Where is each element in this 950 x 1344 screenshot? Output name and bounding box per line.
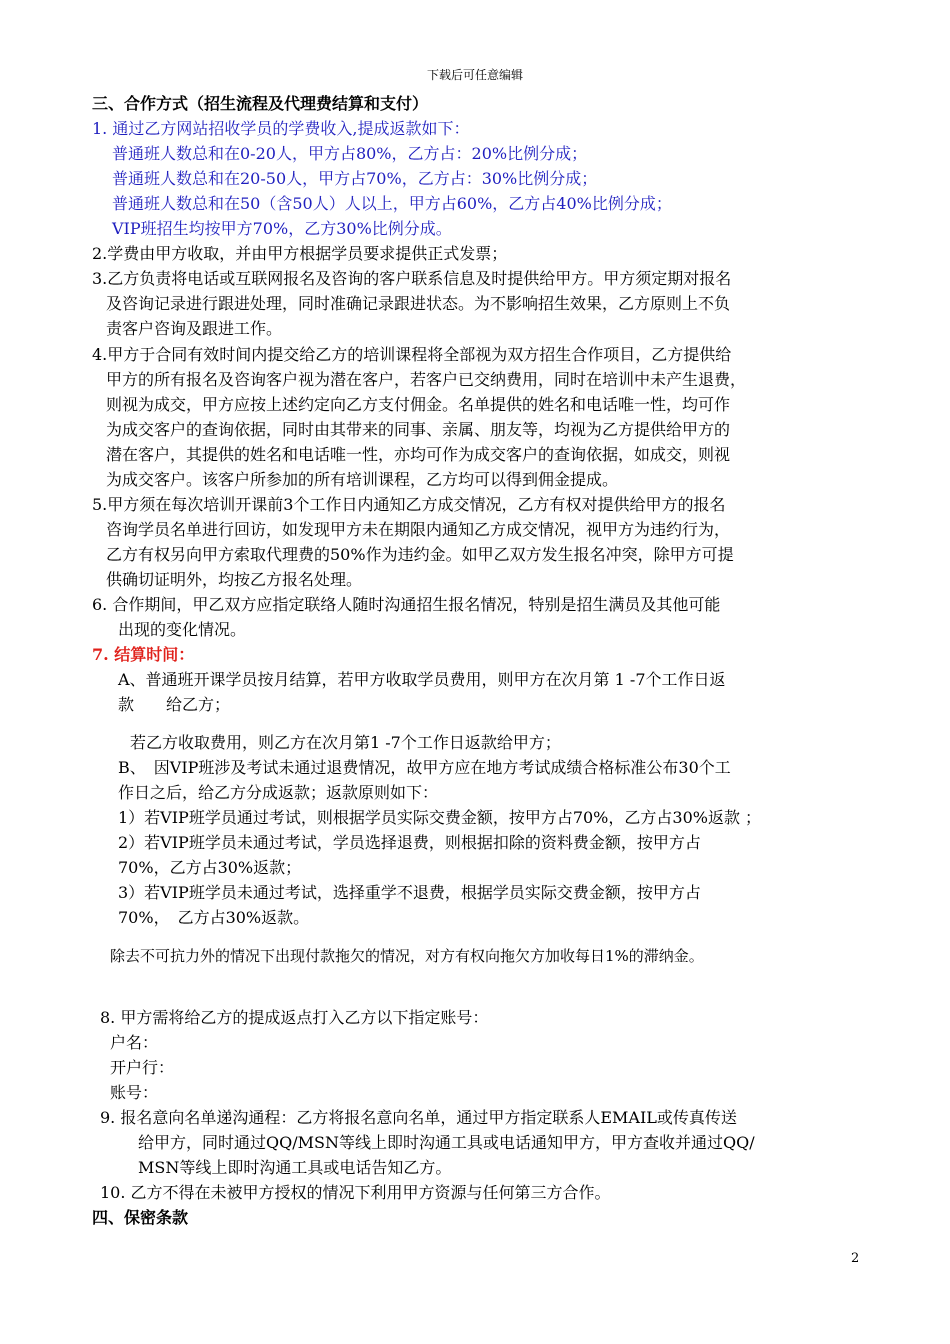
item-10: 10. 乙方不得在未被甲方授权的情况下利用甲方资源与任何第三方合作。 [100,1183,611,1202]
item-9-line: MSN等线上即时沟通工具或电话告知乙方。 [138,1158,452,1177]
item-9-line: 给甲方，同时通过QQ/MSN等线上即时沟通工具或电话通知甲方，甲方查收并通过QQ/ [138,1133,755,1152]
item-7b-line: B、 因VIP班涉及考试未通过退费情况，故甲方应在地方考试成绩合格标准公布30个工 [118,758,731,777]
section-4-title: 四、保密条款 [92,1208,189,1227]
item-2: 2.学费由甲方收取，并由甲方根据学员要求提供正式发票； [92,244,508,263]
item-4-line: 为成交客户。该客户所参加的所有培训课程，乙方均可以得到佣金提成。 [106,470,619,489]
item-5-line: 咨询学员名单进行回访，如发现甲方未在期限内通知乙方成交情况，视甲方为违约行为， [106,520,731,539]
item-4-line: 4.甲方于合同有效时间内提交给乙方的培训课程将全部视为双方招生合作项目，乙方提供给 [92,345,732,364]
item-5-line: 乙方有权另向甲方索取代理费的50%作为违约金。如甲乙双方发生报名冲突，除甲方可提 [106,545,734,564]
item-6-line: 6. 合作期间，甲乙双方应指定联络人随时沟通招生报名情况，特别是招生满员及其他可能 [92,595,721,614]
item-7-number: 7. [92,645,109,664]
item-6-line: 出现的变化情况。 [118,620,247,639]
item-3-line: 责客户咨询及跟进工作。 [106,319,283,338]
item-5-line: 5.甲方须在每次培训开课前3个工作日内通知乙方成交情况，乙方有权对提供给甲方的报名 [92,495,726,514]
item-1-title: 1. 通过乙方网站招收学员的学费收入,提成返款如下： [92,119,470,138]
item-5-line: 供确切证明外，均按乙方报名处理。 [106,570,363,589]
item-7b-line: 作日之后，给乙方分成返款；返款原则如下： [118,783,439,802]
item-9-line: 9. 报名意向名单递沟通程：乙方将报名意向名单，通过甲方指定联系人EMAIL或传真传送 [100,1108,737,1127]
item-7-penalty: 除去不可抗力外的情况下出现付款拖欠的情况，对方有权向拖欠方加收每日1%的滞纳金。 [110,947,704,965]
item-7a-extra: 若乙方收取费用，则乙方在次月第1 -7个工作日返款给甲方； [130,733,561,752]
account-number-label: 账号： [110,1083,159,1102]
item-4-line: 为成交客户的查询依据，同时由其带来的同事、亲属、朋友等，均视为乙方提供给甲方的 [106,420,731,439]
item-4-line: 则视为成交，甲方应按上述约定向乙方支付佣金。名单提供的姓名和电话唯一性，均可作 [106,395,731,414]
item-1-line: 普通班人数总和在50（含50人）人以上，甲方占60%，乙方占40%比例分成； [112,194,672,213]
section-3-title: 三、合作方式（招生流程及代理费结算和支付） [92,94,429,113]
page-header: 下载后可任意编辑 [426,68,523,82]
item-1-line: VIP班招生均按甲方70%，乙方30%比例分成。 [112,219,452,238]
bank-label: 开户行： [110,1058,175,1077]
item-4-line: 潜在客户，其提供的姓名和电话唯一性，亦均可作为成交客户的查询依据，如成交，则视 [106,445,731,464]
account-name-label: 户名： [110,1033,159,1052]
item-7-rule: 70%， 乙方占30%返款。 [118,908,310,927]
item-7a-line: 款 给乙方； [118,695,231,714]
item-7-rule: 70%，乙方占30%返款； [118,858,302,877]
item-7a-line: A、普通班开课学员按月结算，若甲方收取学员费用，则甲方在次月第 1 -7个工作日返 [118,670,726,689]
item-7-rule: 1）若VIP班学员通过考试，则根据学员实际交费金额，按甲方占70%，乙方占30%返款 ； [118,808,762,827]
item-7-title: 结算时间： [114,645,195,664]
item-3-line: 及咨询记录进行跟进处理，同时准确记录跟进状态。为不影响招生效果，乙方原则上不负 [106,294,731,313]
item-7-rule: 3）若VIP班学员未通过考试，选择重学不退费，根据学员实际交费金额，按甲方占 [118,883,701,902]
item-7-heading [92,644,194,666]
page-number: 2 [851,1251,860,1266]
item-1-line: 普通班人数总和在0-20人，甲方占80%，乙方占：20%比例分成； [112,144,588,163]
item-3-line: 3.乙方负责将电话或互联网报名及咨询的客户联系信息及时提供给甲方。甲方须定期对报名 [92,269,732,288]
item-7-rule: 2）若VIP班学员未通过考试，学员选择退费，则根据扣除的资料费金额，按甲方占 [118,833,701,852]
item-1-line: 普通班人数总和在20-50人，甲方占70%，乙方占：30%比例分成； [112,169,598,188]
item-4-line: 甲方的所有报名及咨询客户视为潜在客户，若客户已交纳费用，同时在培训中未产生退费， [106,370,747,389]
item-8-title: 8. 甲方需将给乙方的提成返点打入乙方以下指定账号： [100,1008,489,1027]
